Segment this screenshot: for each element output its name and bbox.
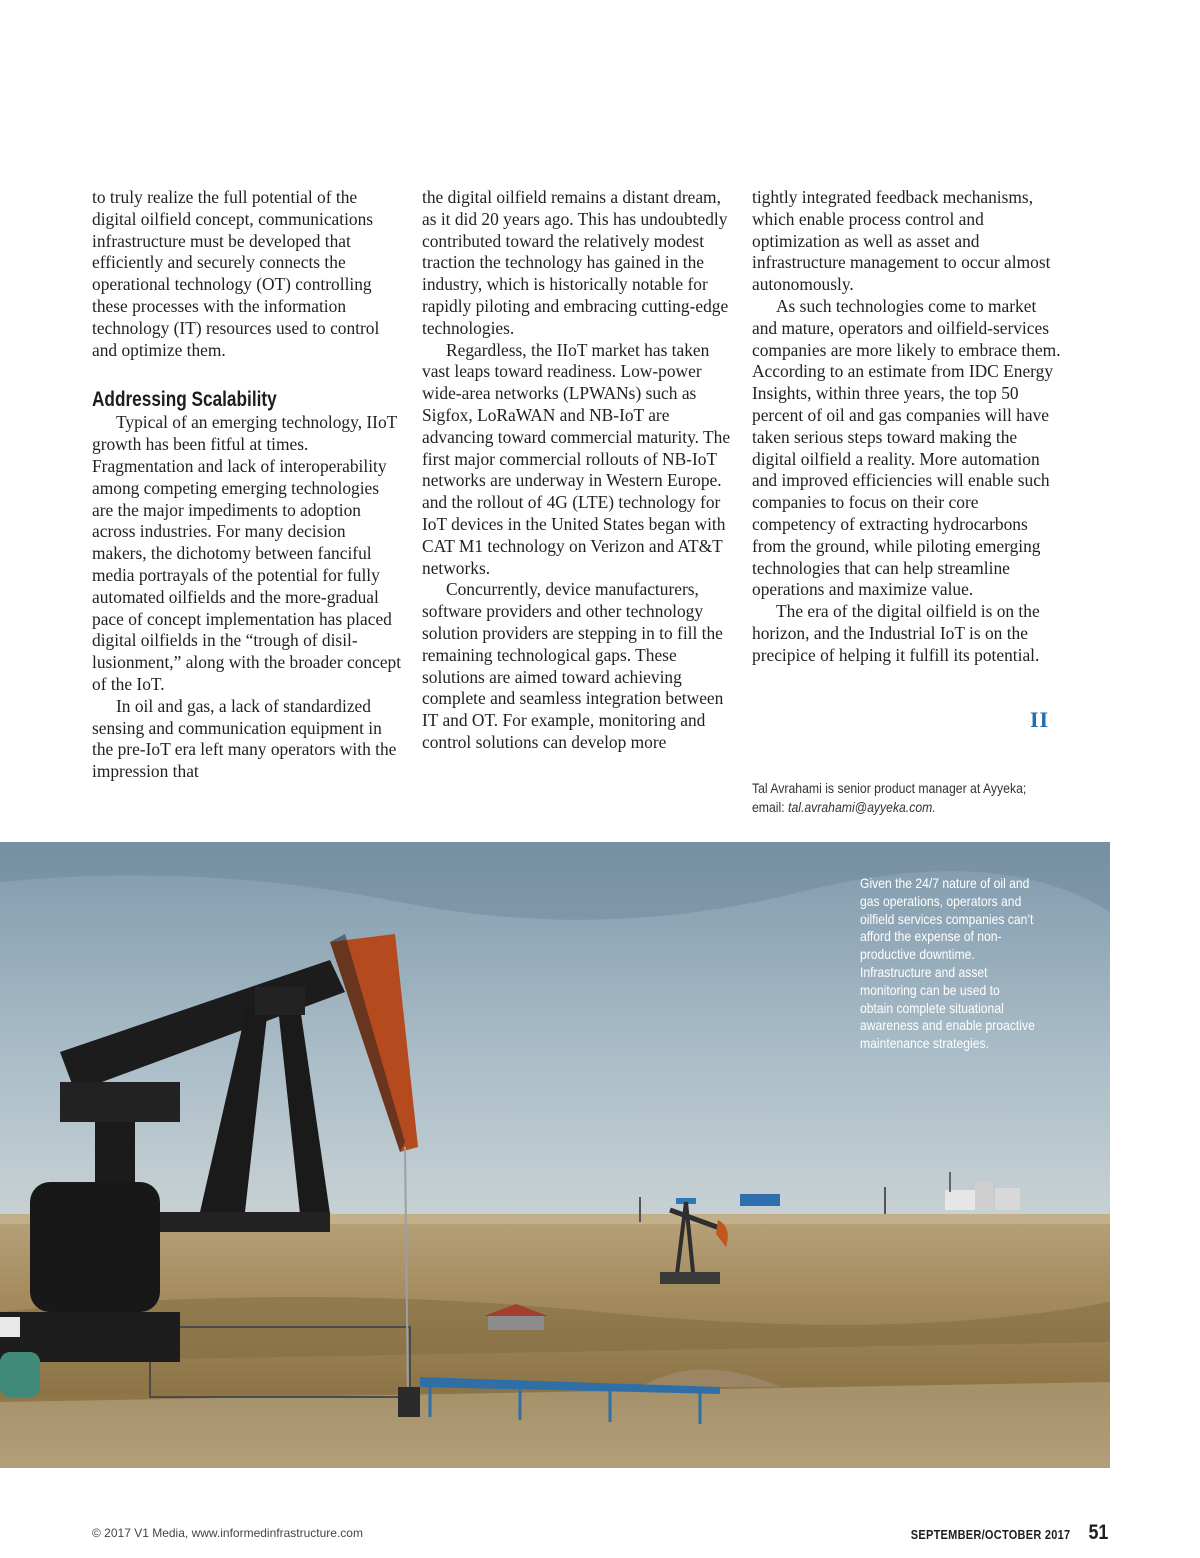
- paragraph: to truly realize the full potential of the digital oilfield concept, communications infrastructure must be developed that efficiently and securely connects the operational technology (OT) controlling these processes with the information technology (IT) resources used to control and optimize them.: [92, 187, 380, 360]
- end-of-article-mark: II: [1030, 707, 1050, 732]
- paragraph: In oil and gas, a lack of standardized sensing and communication equipment in the pre-IoT era left many operators with the impression that: [92, 695, 397, 782]
- article-column-1: [92, 187, 402, 783]
- article-column-2: [422, 187, 734, 754]
- paragraph: Concurrently, device manufacturers, software providers and other technology solution providers are stepping in to fill the remaining technological gaps. These solutions are aimed toward achieving complete and seamless integration between IT and OT. For example, monitoring and control solutions can develop more: [422, 579, 724, 752]
- paragraph: As such technologies come to market and mature, operators and oilfield-services companies are more likely to embrace them. According to an estimate from IDC Energy Insights, within three years, the top 50 percent of oil and gas companies will have taken serious steps toward making the digital oilfield a reality. More automation and improved efficiencies will enable such companies to focus on their core competency of extracting hydrocarbons from the ground, while piloting emerging technologies that can help streamline operations and maximize value.: [752, 295, 1061, 600]
- author-bio: [752, 779, 1040, 817]
- paragraph: Typical of an emerging technology, IIoT growth has been fitful at times. Fragmentation and lack of interoperability among competing emerging technologies are the major impediments to adoption across industries. For many decision makers, the dichotomy between fanciful media portrayals of the potential for fully automated oilfields and the more-gradual pace of concept implementation has placed digital oilfields in the “trough of disillusionment,” along with the broader concept of the IoT.: [92, 412, 402, 694]
- issue-date: SEPTEMBER/OCTOBER 2017: [910, 1528, 1071, 1542]
- footer-issue-block: [889, 1521, 1108, 1545]
- article-column-3: [752, 187, 1064, 667]
- footer-copyright: © 2017 V1 Media, www.informedinfrastructure.com: [92, 1526, 363, 1540]
- photo-caption: Given the 24/7 nature of oil and gas operations, operators and oilfield services companies can’t afford the expense of non-productive downtime. Infrastructure and asset monitoring can be used to obtain complete situational awareness and enable proactive maintenance strategies.: [860, 876, 1035, 1052]
- paragraph: the digital oilfield remains a distant dream, as it did 20 years ago. This has undoubtedly contributed toward the relatively modest traction the technology has gained in the industry, which is historically notable for rapidly piloting and embracing cutting-edge technologies.: [422, 187, 729, 338]
- paragraph: Regardless, the IIoT market has taken vast leaps toward readiness. Low-power wide-area networks (LPWANs) such as Sigfox, LoRaWAN and NB-IoT are advancing toward commercial maturity. The first major commercial rollouts of NB-IoT networks are underway in Western Europe. and the rollout of 4G (LTE) technology for IoT devices in the United States began with CAT M1 technology on Verizon and AT&T networks.: [422, 339, 731, 578]
- paragraph: tightly integrated feedback mechanisms, which enable process control and optimization as well as asset and infrastructure management to occur almost autonomously.: [752, 187, 1051, 295]
- page-number: 51: [1088, 1521, 1108, 1544]
- author-email: tal.avrahami@ayyeka.com.: [788, 800, 936, 815]
- section-heading: Addressing Scalability: [92, 388, 277, 412]
- paragraph: The era of the digital oilfield is on the horizon, and the Industrial IoT is on the precipice of helping it fulfill its potential.: [752, 601, 1040, 665]
- author-bio-text: Tal Avrahami is senior product manager at Ayyeka; email:: [752, 781, 1027, 815]
